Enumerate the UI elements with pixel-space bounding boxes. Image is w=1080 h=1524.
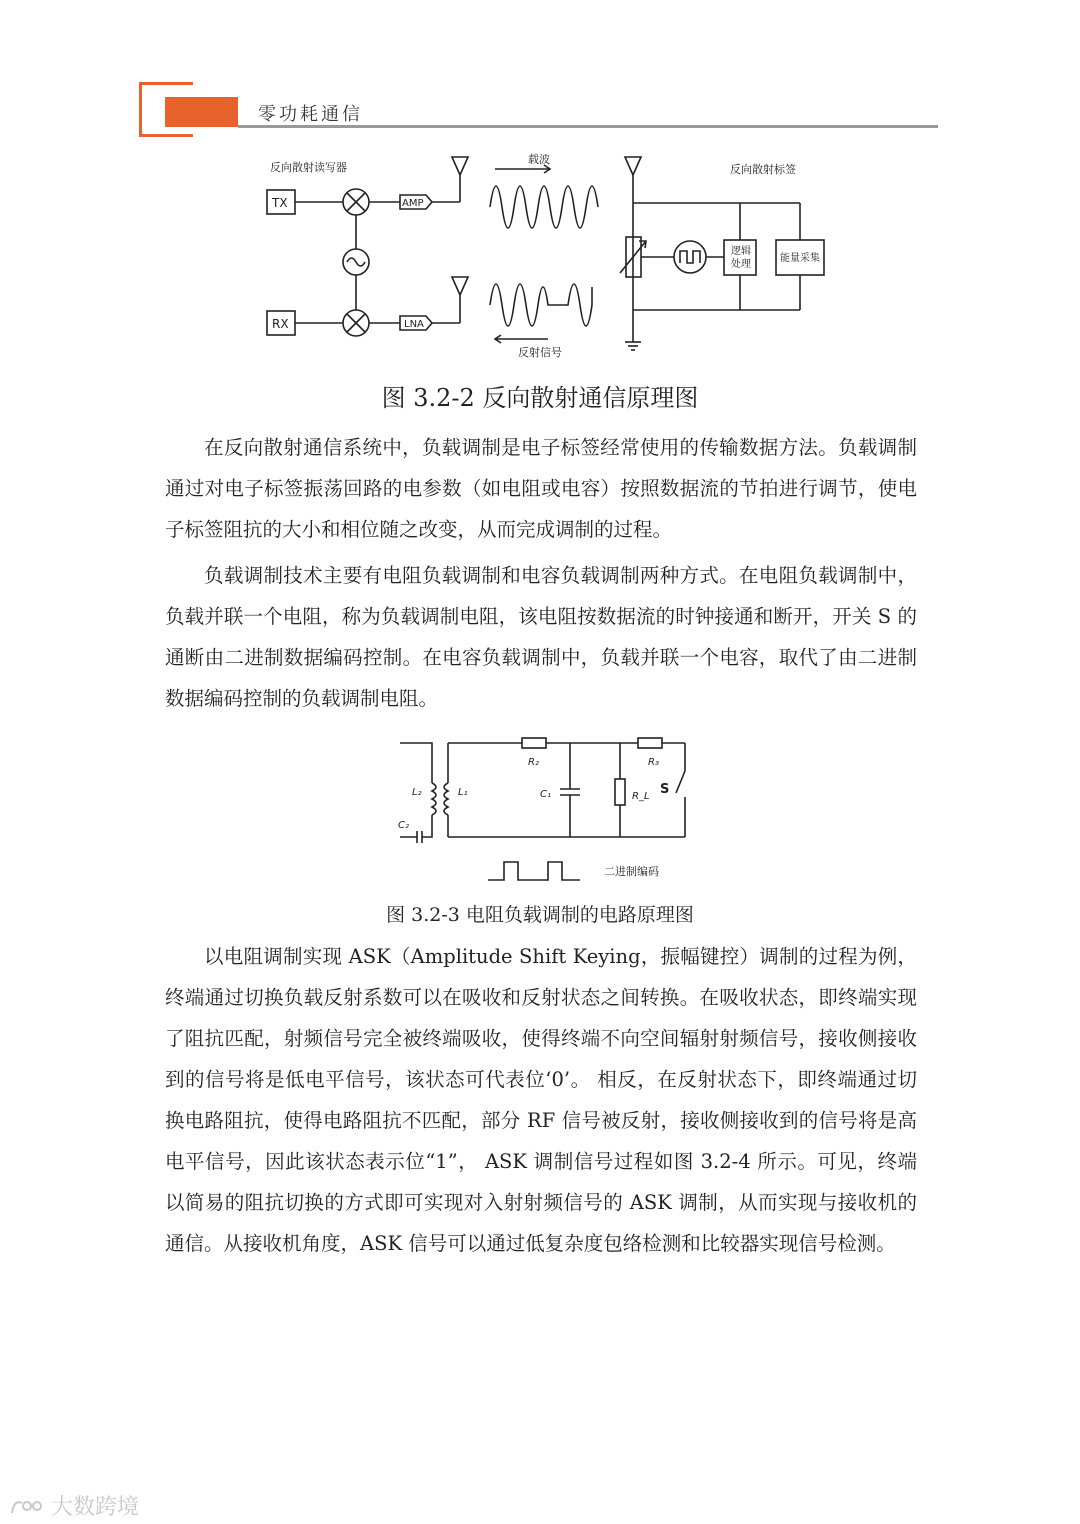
r2-label: R₂ <box>528 757 539 768</box>
running-header-title: 零功耗通信 <box>258 104 363 125</box>
paragraph-ask-modulation: 以电阻调制实现 ASK（Amplitude Shift Keying，振幅键控）调制的过程为例，终端通过切换负载反射系数可以在吸收和反射状态之间转换。在吸收状态，即终端实现了阻抗匹配，射频信号完全被终端吸收，使得终端不向空间辐射射频信号，接收侧接收到的信号将是低电平信号，该状态可代表位‘0’。 相反，在反射状态下，即终端通过切换电路阻抗，使得电路阻抗不匹配，部分 RF 信号被反射，接收侧接收到的信号将是高电平信号，因此该状态表示位“1”， ASK 调制信号过程如图 3.2-4 所示。可见，终端以简易的阻抗切换的方式即可实现对入射射频信号的 ASK 调制，从而实现与接收机的通信。从接收机角度，ASK 信号可以通过低复杂度包络检测和比较器实现信号检测。 <box>165 945 917 1255</box>
binary-code-label: 二进制编码 <box>604 865 659 878</box>
header-accent-bar <box>165 97 238 127</box>
tx-label: TX <box>272 196 288 210</box>
r3-label: R₃ <box>648 757 659 768</box>
c2-label: C₂ <box>398 820 409 831</box>
tag-antenna-icon <box>625 157 641 175</box>
r3-resistor <box>638 738 662 748</box>
watermark <box>8 1490 139 1521</box>
rl-resistor <box>615 779 625 805</box>
l1-coil <box>444 783 448 815</box>
watermark-text: 大数跨境 <box>51 1495 140 1520</box>
reflected-label: 反射信号 <box>518 346 562 359</box>
binary-code-waveform <box>488 862 580 880</box>
l2-label: L₂ <box>412 787 422 798</box>
rx-label: RX <box>272 317 289 331</box>
carrier-label: 载波 <box>528 153 550 166</box>
logic-label-2: 处理 <box>731 259 751 270</box>
rx-antenna-icon <box>452 277 468 295</box>
backscatter-diagram <box>250 145 820 365</box>
paragraph-load-modulation-intro: 在反向散射通信系统中，负载调制是电子标签经常使用的传输数据方法。负载调制通过对电子标签振荡回路的电参数（如电阻或电容）按照数据流的节拍进行调节，使电子标签阻抗的大小和相位随之改变，从而完成调制的过程。 <box>165 436 917 541</box>
logic-label-1: 逻辑 <box>731 246 751 257</box>
resistive-load-modulation-circuit <box>390 735 700 885</box>
switch-s <box>676 771 685 793</box>
carrier-wave <box>490 186 598 228</box>
reflected-wave <box>490 284 592 326</box>
tag-label: 反向散射标签 <box>730 163 796 176</box>
r2-resistor <box>522 738 546 748</box>
reader-label: 反向散射读写器 <box>270 161 347 174</box>
lna-label: LNA <box>404 319 424 330</box>
l1-label: L₁ <box>458 787 468 798</box>
amp-label: AMP <box>402 198 424 209</box>
c1-label: C₁ <box>540 789 551 800</box>
energy-label: 能量采集 <box>780 253 820 264</box>
paragraph-load-modulation-types: 负载调制技术主要有电阻负载调制和电容负载调制两种方式。在电阻负载调制中，负载并联一个电阻，称为负载调制电阻，该电阻按数据流的时钟接通和断开，开关 S 的通断由二进制数据编码控制。在电容负载调制中，负载并联一个电容，取代了由二进制数据编码控制的负载调制电阻。 <box>165 564 917 710</box>
l2-coil <box>432 783 436 815</box>
s-label: S <box>660 782 670 797</box>
figure-caption-3-2-2: 图 3.2-2 反向散射通信原理图 <box>381 384 699 412</box>
clock-source-icon <box>674 241 706 273</box>
tx-antenna-icon <box>452 157 468 175</box>
watermark-logo-icon <box>8 1495 44 1517</box>
figure-caption-3-2-3: 图 3.2-3 电阻负载调制的电路原理图 <box>386 904 694 926</box>
rl-label: R_L <box>632 791 650 802</box>
